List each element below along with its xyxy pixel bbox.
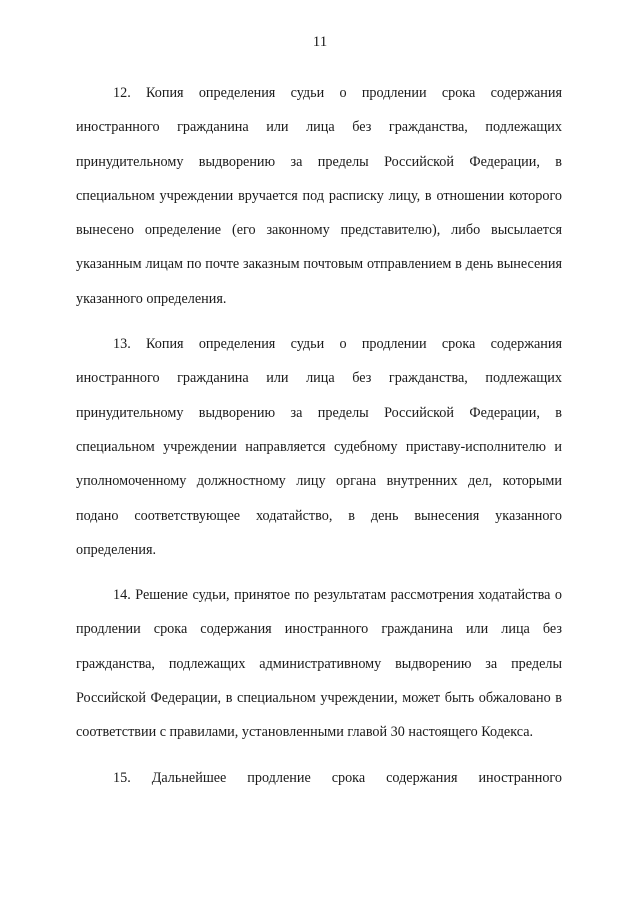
paragraph-13: 13. Копия определения судьи о продлении срока содержания иностранного гражданина или лица без гражданства, подлежащих принудительному выдворению за пределы Российской Федерации, в специальном учреждении направляется судебному приставу-исполнителю и уполномоченному должностному лицу органа внутренних дел, которыми подано соответствующее ходатайство, в день вынесения указанного определения. bbox=[76, 336, 562, 558]
document-body bbox=[76, 76, 562, 806]
paragraph-12: 12. Копия определения судьи о продлении срока содержания иностранного гражданина или лица без гражданства, подлежащих принудительному выдворению за пределы Российской Федерации, в специальном учреждении вручается под расписку лицу, в отношении которого вынесено определение (его законному представителю), либо высылается указанным лицам по почте заказным почтовым отправлением в день вынесения указанного определения. bbox=[76, 85, 562, 307]
paragraph-14: 14. Решение судьи, принятое по результатам рассмотрения ходатайства о продлении срока содержания иностранного гражданина или лица без гражданства, подлежащих административному выдворению за пределы Российской Федерации, в специальном учреждении, может быть обжаловано в соответствии с правилами, установленными главой 30 настоящего Кодекса. bbox=[76, 587, 562, 741]
page-number: 11 bbox=[312, 34, 328, 50]
paragraph-15: 15. Дальнейшее продление срока содержания иностранного bbox=[113, 769, 562, 786]
